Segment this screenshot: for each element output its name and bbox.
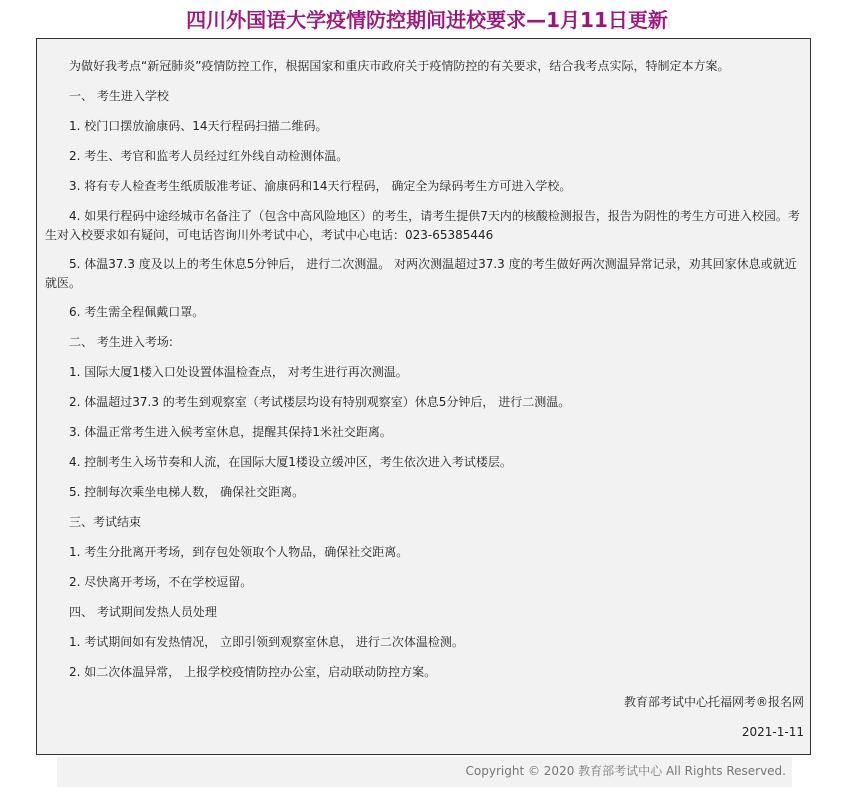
list-item: 2. 考生、考官和监考人员经过红外线自动检测体温。 [69, 149, 349, 163]
section-heading: 一、 考生进入学校 [69, 89, 169, 103]
list-item: 5. 控制每次乘坐电梯人数， 确保社交距离。 [69, 485, 305, 499]
list-item: 3. 体温正常考生进入候考室休息，提醒其保持1米社交距离。 [69, 425, 392, 439]
list-item: 2. 如二次体温异常， 上报学校疫情防控办公室，启动联动防控方案。 [69, 665, 437, 679]
page-title: 四川外国语大学疫情防控期间进校要求—1月11日更新 [186, 8, 668, 32]
list-item: 2. 尽快离开考场，不在学校逗留。 [69, 575, 253, 589]
signature: 教育部考试中心托福网考®报名网 [623, 695, 804, 709]
list-item: 1. 考试期间如有发热情况， 立即引领到观察室休息， 进行二次体温检测。 [69, 635, 464, 649]
list-item: 4. 控制考生入场节奏和人流，在国际大厦1楼设立缓冲区，考生依次进入考试楼层。 [69, 455, 512, 469]
list-item: 1. 考生分批离开考场，到存包处领取个人物品，确保社交距离。 [69, 545, 409, 559]
intro-paragraph: 为做好我考点“新冠肺炎”疫情防控工作，根据国家和重庆市政府关于疫情防控的有关要求，结合我考点实际，特制定本方案。 [69, 59, 730, 73]
list-item: 1. 国际大厦1楼入口处设置体温检查点， 对考生进行再次测温。 [69, 365, 408, 379]
list-item: 4. 如果行程码中途经城市名备注了（包含中高风险地区）的考生，请考生提供7天内的核酸检测报告，报告为阴性的考生方可进入校园。考生对入校要求如有疑问，可电话咨询川外考试中心，考试中心电话：023-65385446 [45, 209, 800, 242]
notice-content [36, 38, 811, 755]
section-heading: 二、 考生进入考场: [69, 335, 173, 349]
list-item: 6. 考生需全程佩戴口罩。 [69, 305, 205, 319]
copyright: Copyright © 2020 教育部考试中心 All Rights Reserved. [465, 764, 786, 778]
list-item: 1. 校门口摆放渝康码、14天行程码扫描二维码。 [69, 119, 328, 133]
footer [57, 757, 792, 787]
date: 2021-1-11 [741, 725, 804, 739]
list-item: 2. 体温超过37.3 的考生到观察室（考试楼层均设有特别观察室）休息5分钟后， 进行二测温。 [69, 395, 571, 409]
section-heading: 三、考试结束 [69, 515, 142, 529]
list-item: 5. 体温37.3 度及以上的考生休息5分钟后， 进行二次测温。 对两次测温超过37.3 度的考生做好两次测温异常记录，劝其回家休息或就近就医。 [45, 257, 797, 290]
section-heading: 四、 考试期间发热人员处理 [69, 605, 217, 619]
list-item: 3. 将有专人检查考生纸质版准考证、渝康码和14天行程码， 确定全为绿码考生方可进入学校。 [69, 179, 572, 193]
